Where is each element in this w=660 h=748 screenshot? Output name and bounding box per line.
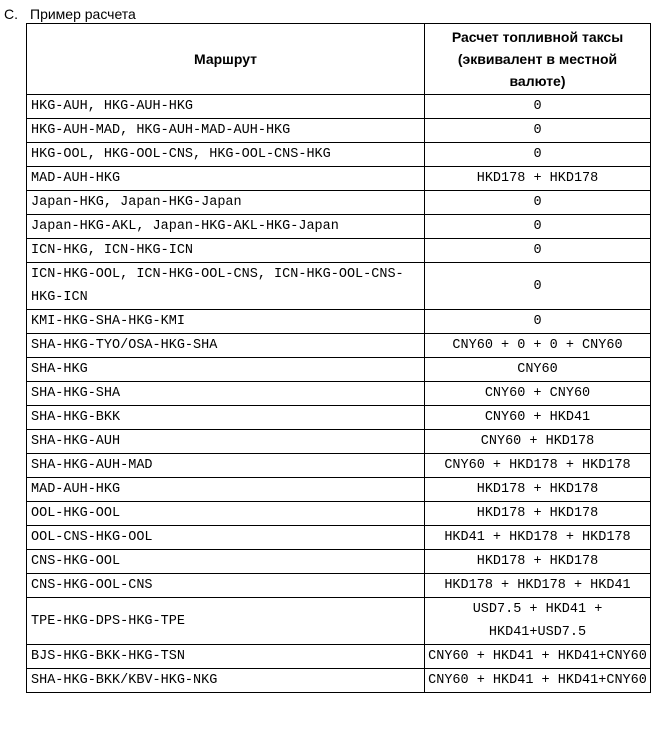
route-column-header: Маршрут	[27, 24, 425, 95]
fee-cell: HKD178 + HKD178 + HKD41	[425, 574, 651, 598]
section-heading	[4, 5, 136, 23]
table-row	[27, 143, 651, 167]
section-letter: C.	[4, 6, 18, 22]
fee-cell: HKD178 + HKD178	[425, 167, 651, 191]
table-row	[27, 454, 651, 478]
table-row	[27, 167, 651, 191]
fee-cell: 0	[425, 143, 651, 167]
route-cell: HKG-AUH, HKG-AUH-HKG	[27, 95, 425, 119]
table-row	[27, 406, 651, 430]
route-cell: HKG-OOL, HKG-OOL-CNS, HKG-OOL-CNS-HKG	[27, 143, 425, 167]
table-row	[27, 598, 651, 645]
route-cell: SHA-HKG-SHA	[27, 382, 425, 406]
route-cell: SHA-HKG	[27, 358, 425, 382]
route-cell: CNS-HKG-OOL	[27, 550, 425, 574]
table-body	[27, 95, 651, 693]
table-row	[27, 502, 651, 526]
fee-column-header: Расчет топливной таксы (эквивалент в местной валюте)	[425, 24, 651, 95]
route-cell: SHA-HKG-BKK/KBV-HKG-NKG	[27, 669, 425, 693]
route-cell: KMI-HKG-SHA-HKG-KMI	[27, 310, 425, 334]
route-cell: CNS-HKG-OOL-CNS	[27, 574, 425, 598]
table-row	[27, 669, 651, 693]
table-row	[27, 95, 651, 119]
fee-cell: CNY60 + CNY60	[425, 382, 651, 406]
table-row	[27, 119, 651, 143]
route-cell: SHA-HKG-BKK	[27, 406, 425, 430]
fee-cell: CNY60 + 0 + 0 + CNY60	[425, 334, 651, 358]
table-row	[27, 239, 651, 263]
fee-cell: 0	[425, 239, 651, 263]
route-cell: SHA-HKG-TYO/OSA-HKG-SHA	[27, 334, 425, 358]
route-cell: ICN-HKG-OOL, ICN-HKG-OOL-CNS, ICN-HKG-OOL-CNS-HKG-ICN	[27, 263, 425, 310]
fee-cell: HKD41 + HKD178 + HKD178	[425, 526, 651, 550]
table-row	[27, 526, 651, 550]
fee-cell: CNY60 + HKD41	[425, 406, 651, 430]
fee-cell: 0	[425, 215, 651, 239]
table-row	[27, 310, 651, 334]
table-row	[27, 645, 651, 669]
fee-cell: CNY60 + HKD178 + HKD178	[425, 454, 651, 478]
route-cell: SHA-HKG-AUH-MAD	[27, 454, 425, 478]
table-row	[27, 191, 651, 215]
fee-cell: HKD178 + HKD178	[425, 478, 651, 502]
route-cell: SHA-HKG-AUH	[27, 430, 425, 454]
table-row	[27, 574, 651, 598]
fee-cell: USD7.5 + HKD41 + HKD41+USD7.5	[425, 598, 651, 645]
table-row	[27, 430, 651, 454]
fee-cell: 0	[425, 263, 651, 310]
fee-cell: CNY60	[425, 358, 651, 382]
fee-cell: CNY60 + HKD41 + HKD41+CNY60	[425, 669, 651, 693]
route-cell: HKG-AUH-MAD, HKG-AUH-MAD-AUH-HKG	[27, 119, 425, 143]
route-cell: BJS-HKG-BKK-HKG-TSN	[27, 645, 425, 669]
route-cell: Japan-HKG-AKL, Japan-HKG-AKL-HKG-Japan	[27, 215, 425, 239]
table-row	[27, 263, 651, 310]
route-cell: MAD-AUH-HKG	[27, 167, 425, 191]
fee-cell: CNY60 + HKD178	[425, 430, 651, 454]
table-row	[27, 382, 651, 406]
fee-cell: 0	[425, 191, 651, 215]
section-title: Пример расчета	[30, 6, 136, 22]
route-cell: TPE-HKG-DPS-HKG-TPE	[27, 598, 425, 645]
route-cell: OOL-CNS-HKG-OOL	[27, 526, 425, 550]
table-row	[27, 334, 651, 358]
route-cell: Japan-HKG, Japan-HKG-Japan	[27, 191, 425, 215]
fuel-surcharge-table	[26, 23, 651, 693]
fee-cell: HKD178 + HKD178	[425, 502, 651, 526]
fee-cell: HKD178 + HKD178	[425, 550, 651, 574]
fee-cell: 0	[425, 310, 651, 334]
table-row	[27, 358, 651, 382]
table-row	[27, 478, 651, 502]
table-row	[27, 550, 651, 574]
table-header-row	[27, 24, 651, 95]
route-cell: MAD-AUH-HKG	[27, 478, 425, 502]
table-row	[27, 215, 651, 239]
route-cell: OOL-HKG-OOL	[27, 502, 425, 526]
route-cell: ICN-HKG, ICN-HKG-ICN	[27, 239, 425, 263]
fee-cell: 0	[425, 119, 651, 143]
fee-cell: 0	[425, 95, 651, 119]
fee-cell: CNY60 + HKD41 + HKD41+CNY60	[425, 645, 651, 669]
